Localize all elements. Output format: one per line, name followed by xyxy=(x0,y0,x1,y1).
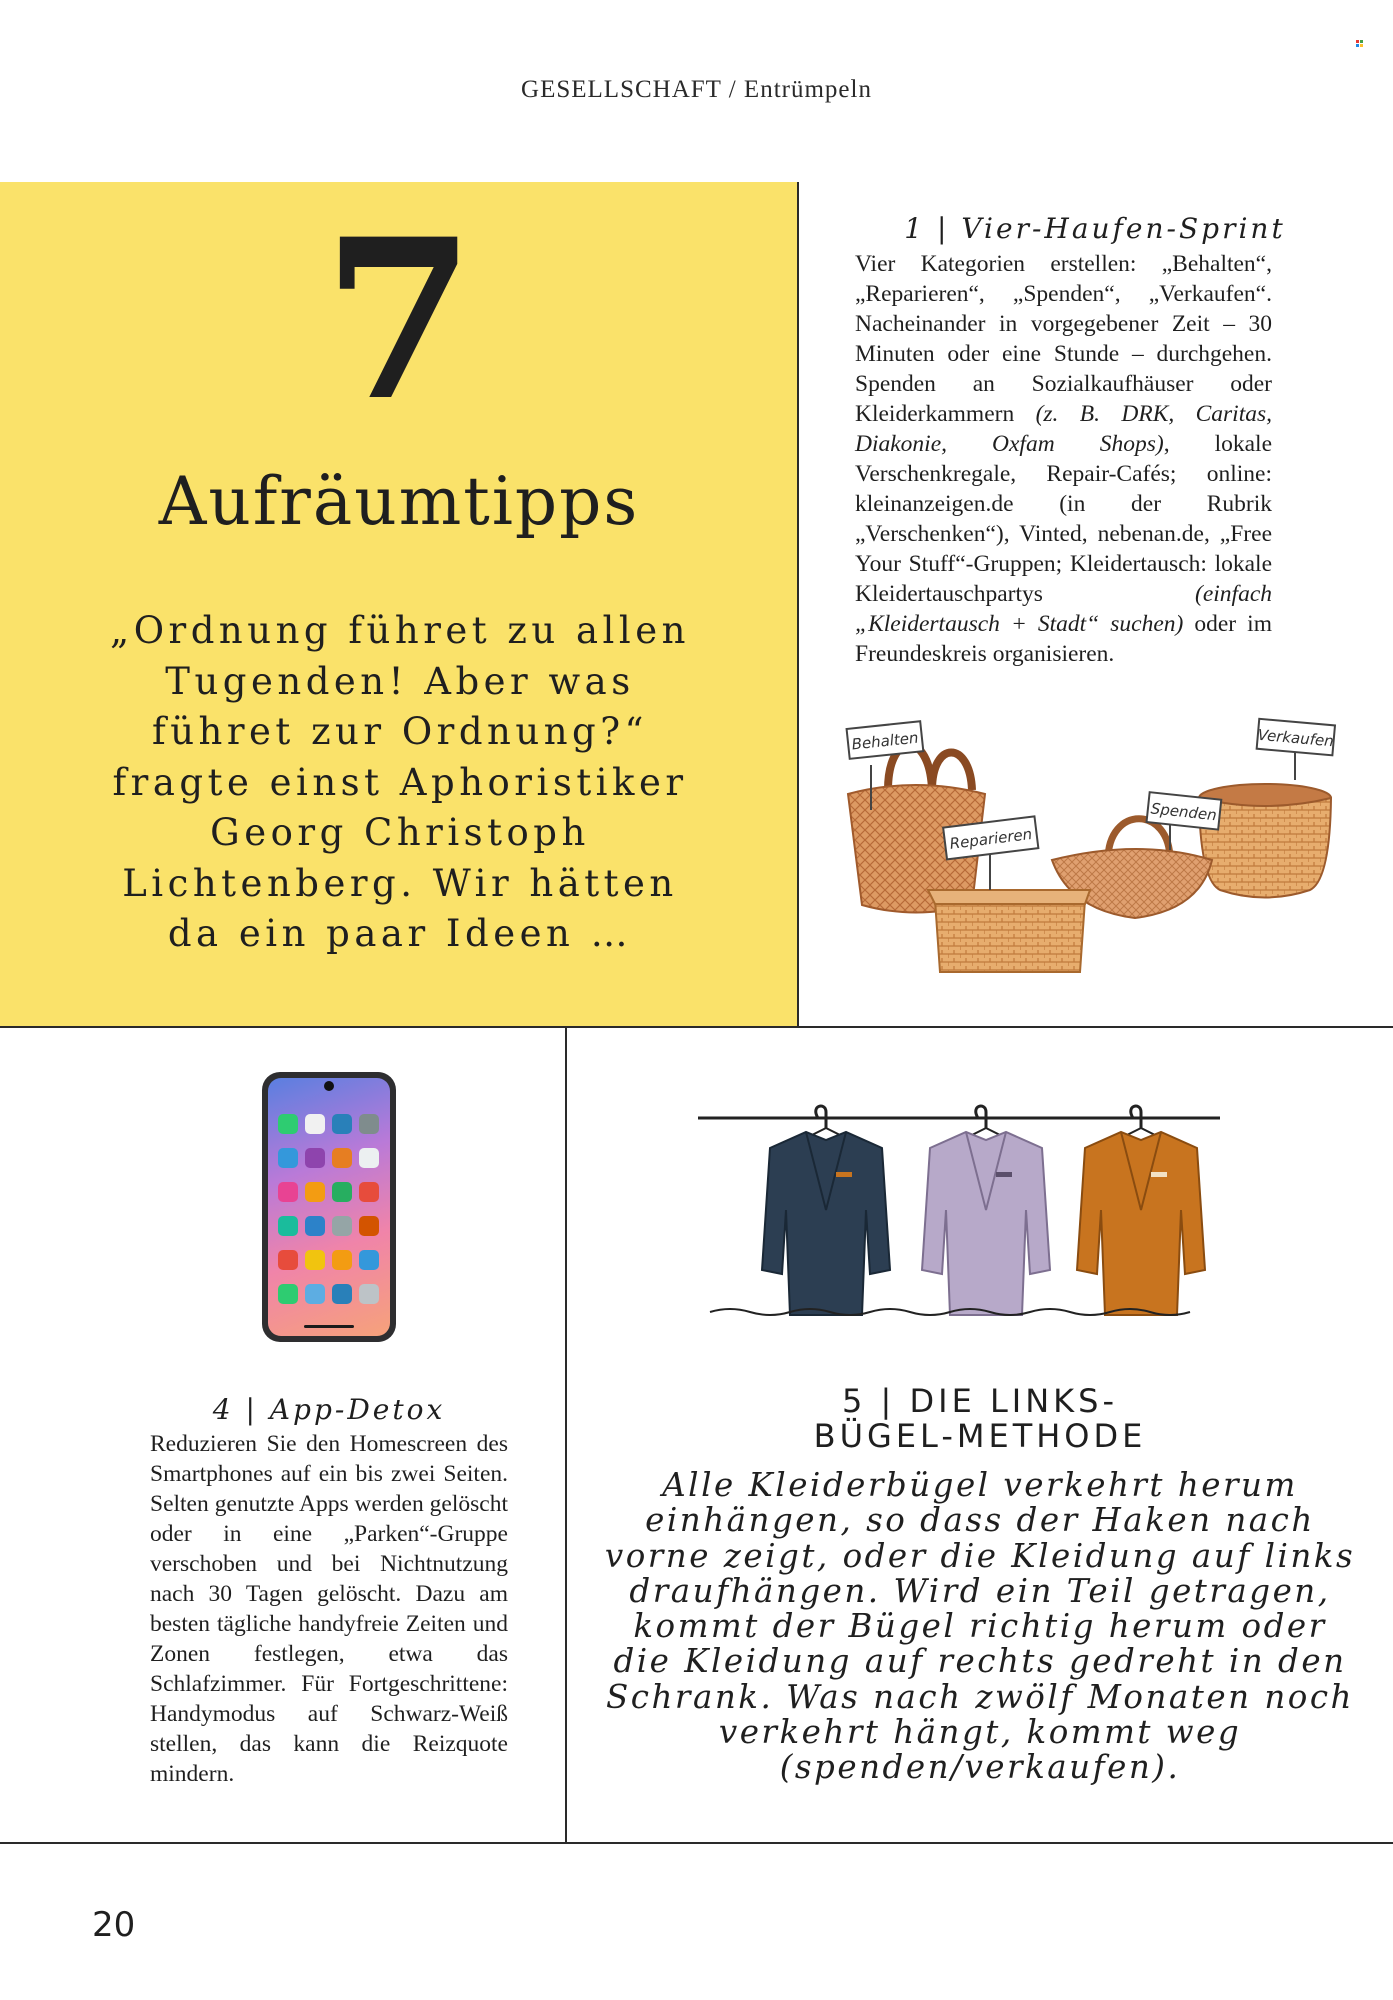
divider-horizontal-middle xyxy=(0,1026,1393,1028)
jacket-orange xyxy=(1077,1106,1205,1315)
tip4-body: Reduzieren Sie den Homescreen des Smartphones auf ein bis zwei Seiten. Selten genutzte Apps werden gelöscht oder in eine „Parken“-Gruppe verschoben und bei Nichtnutzung nach 30 Tagen gelöscht. Dazu am besten tägliche handyfreie Zeiten und Zonen festlegen, etwa das Schlafzimmer. Für Fortgeschrittene: Handymodus auf Schwarz-Weiß stellen, das kann die Reizquote mindern. xyxy=(150,1431,508,1787)
hero-title: Aufräumtipps xyxy=(158,463,640,540)
tip1-body-italic: (einfach „Kleidertausch + Stadt“ suchen) xyxy=(855,581,1272,637)
tip5-title-line: BÜGEL-METHODE xyxy=(813,1417,1147,1455)
jackets-illustration xyxy=(690,1100,1230,1330)
basket-behalten xyxy=(847,721,985,912)
divider-vertical-top xyxy=(797,182,799,1027)
jacket-navy xyxy=(762,1106,890,1315)
divider-horizontal-bottom xyxy=(0,1842,1393,1844)
tip1-body-italic: (z. B. DRK, Caritas, Diakonie, Oxfam Shops) xyxy=(855,401,1272,457)
tip5-title-line: 5 | DIE LINKS- xyxy=(842,1382,1118,1420)
baskets-illustration xyxy=(840,710,1360,990)
phone-screen xyxy=(268,1078,390,1336)
basket-label-behalten: Behalten xyxy=(850,728,920,754)
tip4-title: 4 | App-Detox xyxy=(212,1393,446,1426)
page-number: 20 xyxy=(92,1905,136,1945)
corner-color-mark xyxy=(1356,40,1363,47)
tip1-body-part: Vier Kategorien erstellen: „Behalten“, „Reparieren“, „Spenden“, „Verkaufen“. Nacheinander in vorgegebener Zeit – 30 Minuten oder eine Stunde – durchgehen. Spenden an Sozialkaufhäuser oder Kleiderkammern xyxy=(855,251,1272,427)
basket-label-reparieren: Reparieren xyxy=(948,824,1034,853)
smartphone-illustration xyxy=(262,1072,396,1342)
jacket-lilac xyxy=(922,1106,1050,1315)
hero-number: 7 xyxy=(322,190,476,449)
tip5-body: Alle Kleiderbügel verkehrt herum einhängen, so dass der Haken nach vorne zeigt, oder die Kleidung auf links draufhängen. Wird ein Teil getragen, kommt der Bügel richtig herum oder die Kleidung auf rechts gedreht in den Schrank. Was nach zwölf Monaten noch verkehrt hängt, kommt weg (spenden/verkaufen). xyxy=(604,1466,1356,1787)
tip1-body-part: , lokale Verschenkregale, Repair-Cafés; online: kleinanzeigen.de (in der Rubrik „Verschenken“), Vinted, nebenan.de, „Free Your Stuff“-Gruppen; Kleidertausch: lokale Kleidertauschpartys xyxy=(855,431,1273,607)
basket-reparieren xyxy=(928,816,1090,972)
tip1-title: 1 | Vier-Haufen-Sprint xyxy=(904,212,1286,245)
divider-vertical-bottom xyxy=(565,1027,567,1844)
basket-label-spenden: Spenden xyxy=(1150,799,1218,825)
tip5-title xyxy=(600,1384,1360,1454)
section-header: GESELLSCHAFT / Entrümpeln xyxy=(521,76,872,103)
hero-intro-quote: „Ordnung führet zu allen Tugenden! Aber was führet zur Ordnung?“ fragte einst Aphoristiker Georg Christoph Lichtenberg. Wir hätten da ein paar Ideen … xyxy=(110,609,690,955)
tip1-body-part: oder im Freundeskreis organisieren. xyxy=(855,611,1272,667)
tip1-body xyxy=(855,249,1272,669)
basket-label-verkaufen: Verkaufen xyxy=(1257,725,1335,751)
